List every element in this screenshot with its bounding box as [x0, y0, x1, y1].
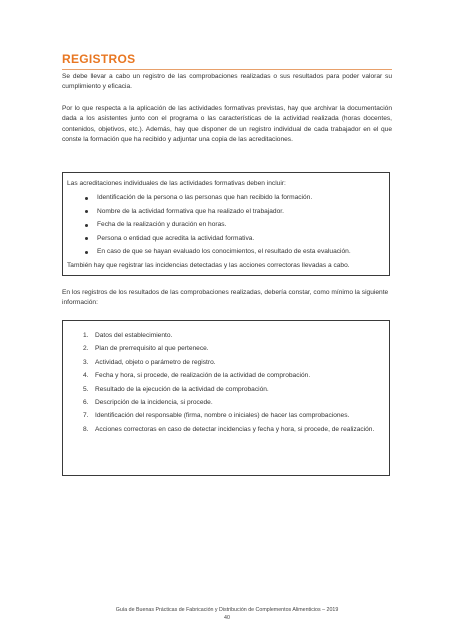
item-number: 8. — [83, 425, 89, 433]
training-paragraph: Por lo que respecta a la aplicación de las actividades formativas previstas, hay que archivar la documentación dada a los asistentes junto con el programa o las características de la actividad realizada (horas docentes, contenidos, objetivos, etc.). Además, hay que disponer de un registro individual de cada trabajador en el que conste la formación que ha recibido y adjuntar una copia de las acreditaciones. — [62, 105, 392, 144]
bullet-icon — [85, 237, 88, 240]
list-item-text: Nombre de la actividad formativa que ha realizado el trabajador. — [97, 207, 284, 215]
list-item-text: Acciones correctoras en caso de detectar incidencias y fecha y hora, si procede, de realización. — [95, 425, 375, 433]
records-box — [62, 320, 390, 476]
footer-text: Guía de Buenas Prácticas de Fabricación y Distribución de Complementos Alimenticios – 2019 — [115, 607, 339, 613]
list-item-text: Datos del establecimiento. — [95, 332, 173, 339]
list-item-text: En caso de que se hayan evaluado los conocimientos, el resultado de esta evaluación. — [97, 248, 351, 255]
item-number: 6. — [83, 398, 89, 406]
bullet-icon — [85, 197, 88, 200]
list-item — [63, 358, 385, 368]
item-number: 5. — [83, 385, 89, 393]
list-item — [63, 247, 383, 261]
title-divider — [62, 69, 392, 70]
list-item-text: Plan de prerrequisito al que pertenece. — [95, 345, 209, 353]
list-item-text: Identificación del responsable (firma, nombre o iniciales) de hacer las comprobaciones. — [95, 412, 350, 420]
accreditation-box — [62, 172, 390, 276]
section-title: REGISTROS — [62, 52, 136, 66]
page-footer — [62, 606, 392, 622]
list-item — [63, 425, 385, 435]
accreditation-intro: Las acreditaciones individuales de las actividades formativas deben incluir: — [67, 180, 286, 187]
list-item-text: Descripción de la incidencia, si procede. — [95, 398, 213, 406]
item-number: 7. — [83, 412, 89, 420]
list-item — [63, 220, 383, 234]
list-item-text: Persona o entidad que acredita la actividad formativa. — [97, 234, 255, 242]
list-item — [63, 371, 385, 381]
accreditation-outro: También hay que registrar las incidencias detectadas y las acciones correctoras llevadas a cabo. — [67, 262, 350, 269]
list-item-text: Actividad, objeto o parámetro de registro. — [95, 358, 216, 366]
bullet-icon — [85, 224, 88, 227]
records-list — [63, 331, 385, 438]
list-item-text: Fecha y hora, si procede, de realización de la actividad de comprobación. — [95, 372, 311, 380]
bullet-icon — [85, 251, 88, 254]
bullet-icon — [85, 210, 88, 213]
list-item — [63, 331, 385, 341]
list-item — [63, 234, 383, 248]
list-item-text: Resultado de la ejecución de la actividad de comprobación. — [95, 385, 269, 393]
records-paragraph: En los registros de los resultados de las comprobaciones realizadas, debería constar, como mínimo la siguiente información: — [62, 289, 389, 307]
item-number: 4. — [83, 372, 89, 380]
list-item — [63, 398, 385, 408]
item-number: 3. — [83, 358, 89, 366]
list-item — [63, 411, 385, 421]
item-number: 1. — [83, 332, 89, 339]
accreditation-list — [63, 193, 383, 261]
list-item — [63, 385, 385, 395]
page-number: 40 — [224, 615, 230, 621]
list-item — [63, 193, 383, 207]
list-item — [63, 344, 385, 354]
list-item — [63, 207, 383, 221]
list-item-text: Identificación de la persona o las personas que han recibido la formación. — [97, 194, 313, 201]
item-number: 2. — [83, 345, 89, 353]
list-item-text: Fecha de la realización y duración en horas. — [97, 221, 227, 228]
intro-paragraph: Se debe llevar a cabo un registro de las comprobaciones realizadas o sus resultados para poder valorar su cumplimiento y eficacia. — [62, 73, 392, 91]
